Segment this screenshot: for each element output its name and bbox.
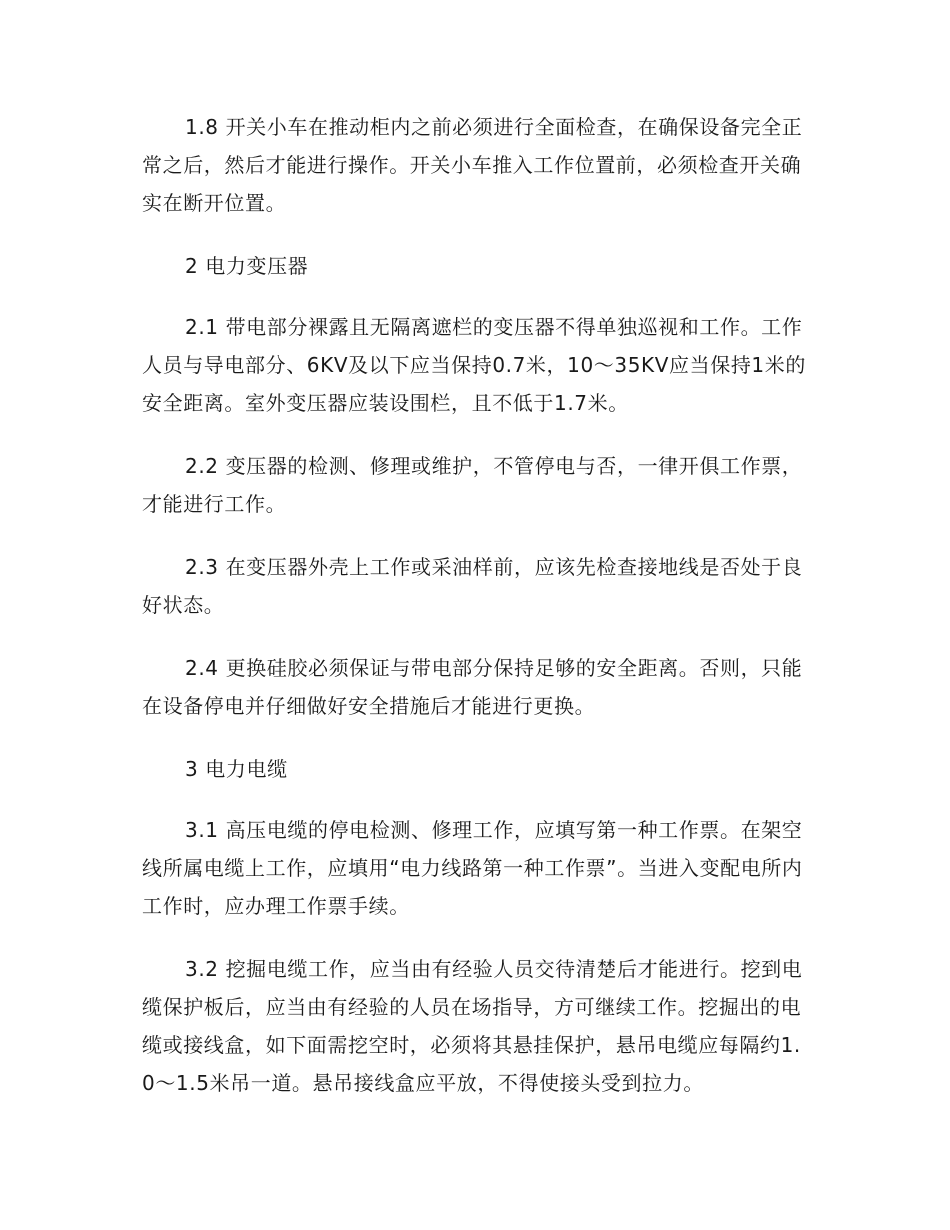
paragraph-2-1-live-parts: 2.1 带电部分裸露且无隔离遮栏的变压器不得单独巡视和工作。工作人员与导电部分、6KV及以下应当保持0.7米，10～35KV应当保持1米的安全距离。室外变压器应装设围栏，且不低于1.7米。 (142, 315, 806, 415)
document-body (142, 108, 812, 1127)
paragraph-3-2-cable-excavation: 3.2 挖掘电缆工作，应当由有经验人员交待清楚后才能进行。挖到电缆保护板后，应当由有经验的人员在场指导，方可继续工作。挖掘出的电缆或接线盒，如下面需挖空时，必须将其悬挂保护，悬吊电缆应每隔约1.0～1.5米吊一道。悬吊接线盒应平放，不得使接头受到拉力。 (142, 957, 803, 1095)
paragraph-2-4-silica-gel: 2.4 更换硅胶必须保证与带电部分保持足够的安全距离。否则，只能在设备停电并仔细做好安全措施后才能进行更换。 (142, 656, 803, 718)
section-heading-power-transformer: 2 电力变压器 (185, 254, 309, 278)
paragraph-1-8-switch-cart: 1.8 开关小车在推动柜内之前必须进行全面检查，在确保设备完全正常之后，然后才能进行操作。开关小车推入工作位置前，必须检查开关确实在断开位置。 (142, 115, 803, 215)
section-heading-power-cable: 3 电力电缆 (185, 757, 288, 781)
paragraph-2-2-maintenance-ticket: 2.2 变压器的检测、修理或维护，不管停电与否，一律开俱工作票，才能进行工作。 (142, 454, 803, 516)
paragraph-3-1-hv-cable: 3.1 高压电缆的停电检测、修理工作，应填写第一种工作票。在架空线所属电缆上工作，应填用“电力线路第一种工作票”。当进入变配电所内工作时，应办理工作票手续。 (142, 818, 803, 918)
paragraph-2-3-grounding-check: 2.3 在变压器外壳上工作或采油样前，应该先检查接地线是否处于良好状态。 (142, 555, 803, 617)
